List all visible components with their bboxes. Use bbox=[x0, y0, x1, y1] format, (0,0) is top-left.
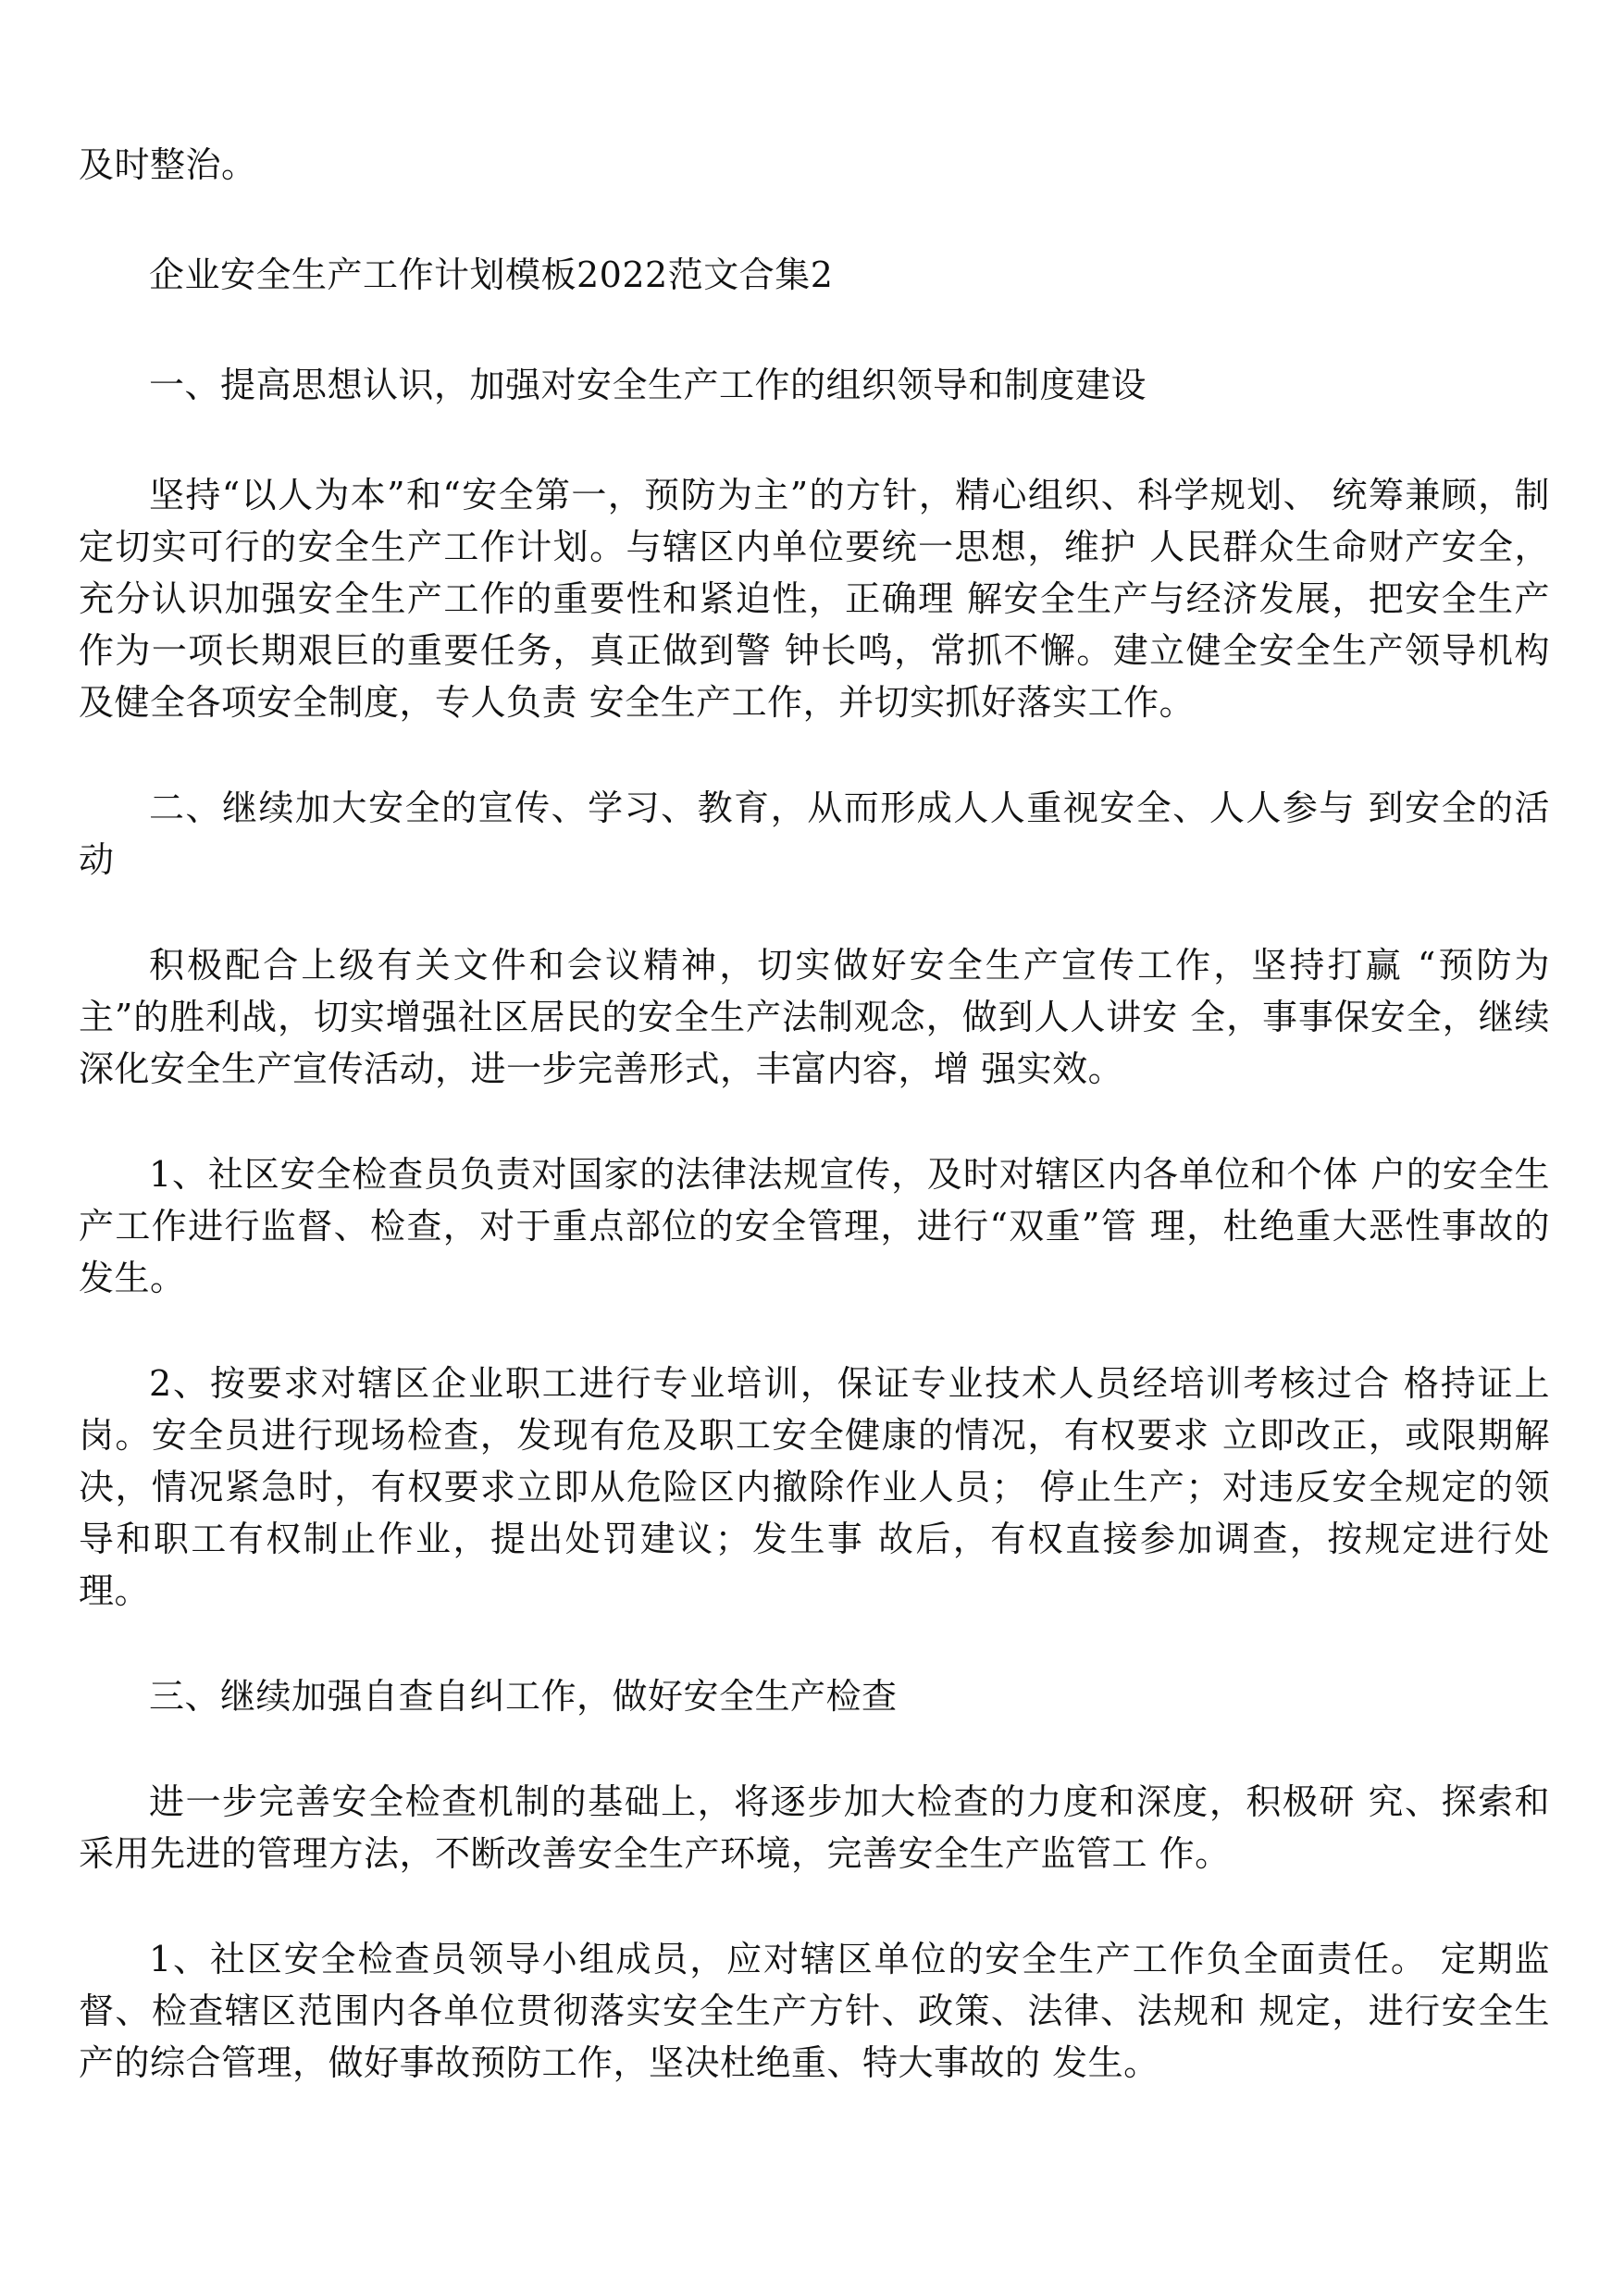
paragraph-continuation: 及时整治。 bbox=[79, 144, 257, 185]
list-item-1: 1、社区安全检查员领导小组成员，应对辖区单位的安全生产工作负全面责任。 定期监督、检查辖区范围内各单位贯彻落实安全生产方针、政策、法律、法规和 规定，进行安全生产的综合管理，做好事故预防工作，坚决杜绝重、特大事故的 发生。 bbox=[79, 1939, 1550, 2083]
list-item-1: 1、社区安全检查员负责对国家的法律法规宣传，及时对辖区内各单位和个体 户的安全生产工作进行监督、检查，对于重点部位的安全管理，进行“双重”管 理，杜绝重大恶性事故的发生。 bbox=[79, 1154, 1550, 1298]
section-heading-3: 三、继续加强自查自纠工作，做好安全生产检查 bbox=[149, 1676, 898, 1717]
document-title: 企业安全生产工作计划模板2022范文合集2 bbox=[149, 254, 834, 295]
paragraph-body: 进一步完善安全检查机制的基础上，将逐步加大检查的力度和深度，积极研 究、探索和采用先进的管理方法，不断改善安全生产环境，完善安全生产监管工 作。 bbox=[79, 1781, 1550, 1874]
paragraph-body: 积极配合上级有关文件和会议精神，切实做好安全生产宣传工作，坚持打赢 “预防为主”的胜利战，切实增强社区居民的安全生产法制观念，做到人人讲安 全，事事保安全，继续深化安全生产宣传活动，进一步完善形式，丰富内容，增 强实效。 bbox=[79, 945, 1550, 1089]
paragraph-body: 坚持“以人为本”和“安全第一，预防为主”的方针，精心组织、科学规划、 统筹兼顾，制定切实可行的安全生产工作计划。与辖区内单位要统一思想，维护 人民群众生命财产安全，充分认识加强安全生产工作的重要性和紧迫性，正确理 解安全生产与经济发展，把安全生产作为一项长期艰巨的重要任务，真正做到警 钟长鸣，常抓不懈。建立健全安全生产领导机构及健全各项安全制度，专人负责 安全生产工作，并切实抓好落实工作。 bbox=[79, 475, 1550, 723]
list-item-2: 2、按要求对辖区企业职工进行专业培训，保证专业技术人员经培训考核过合 格持证上岗。安全员进行现场检查，发现有危及职工安全健康的情况，有权要求 立即改正，或限期解决，情况紧急时，有权要求立即从危险区内撤除作业人员； 停止生产；对违反安全规定的领导和职工有权制止作业，提出处罚建议；发生事 故后，有权直接参加调查，按规定进行处理。 bbox=[79, 1363, 1550, 1611]
section-heading-2: 二、继续加大安全的宣传、学习、教育，从而形成人人重视安全、人人参与 到安全的活动 bbox=[79, 788, 1550, 880]
section-heading-1: 一、提高思想认识，加强对安全生产工作的组织领导和制度建设 bbox=[149, 365, 1147, 405]
